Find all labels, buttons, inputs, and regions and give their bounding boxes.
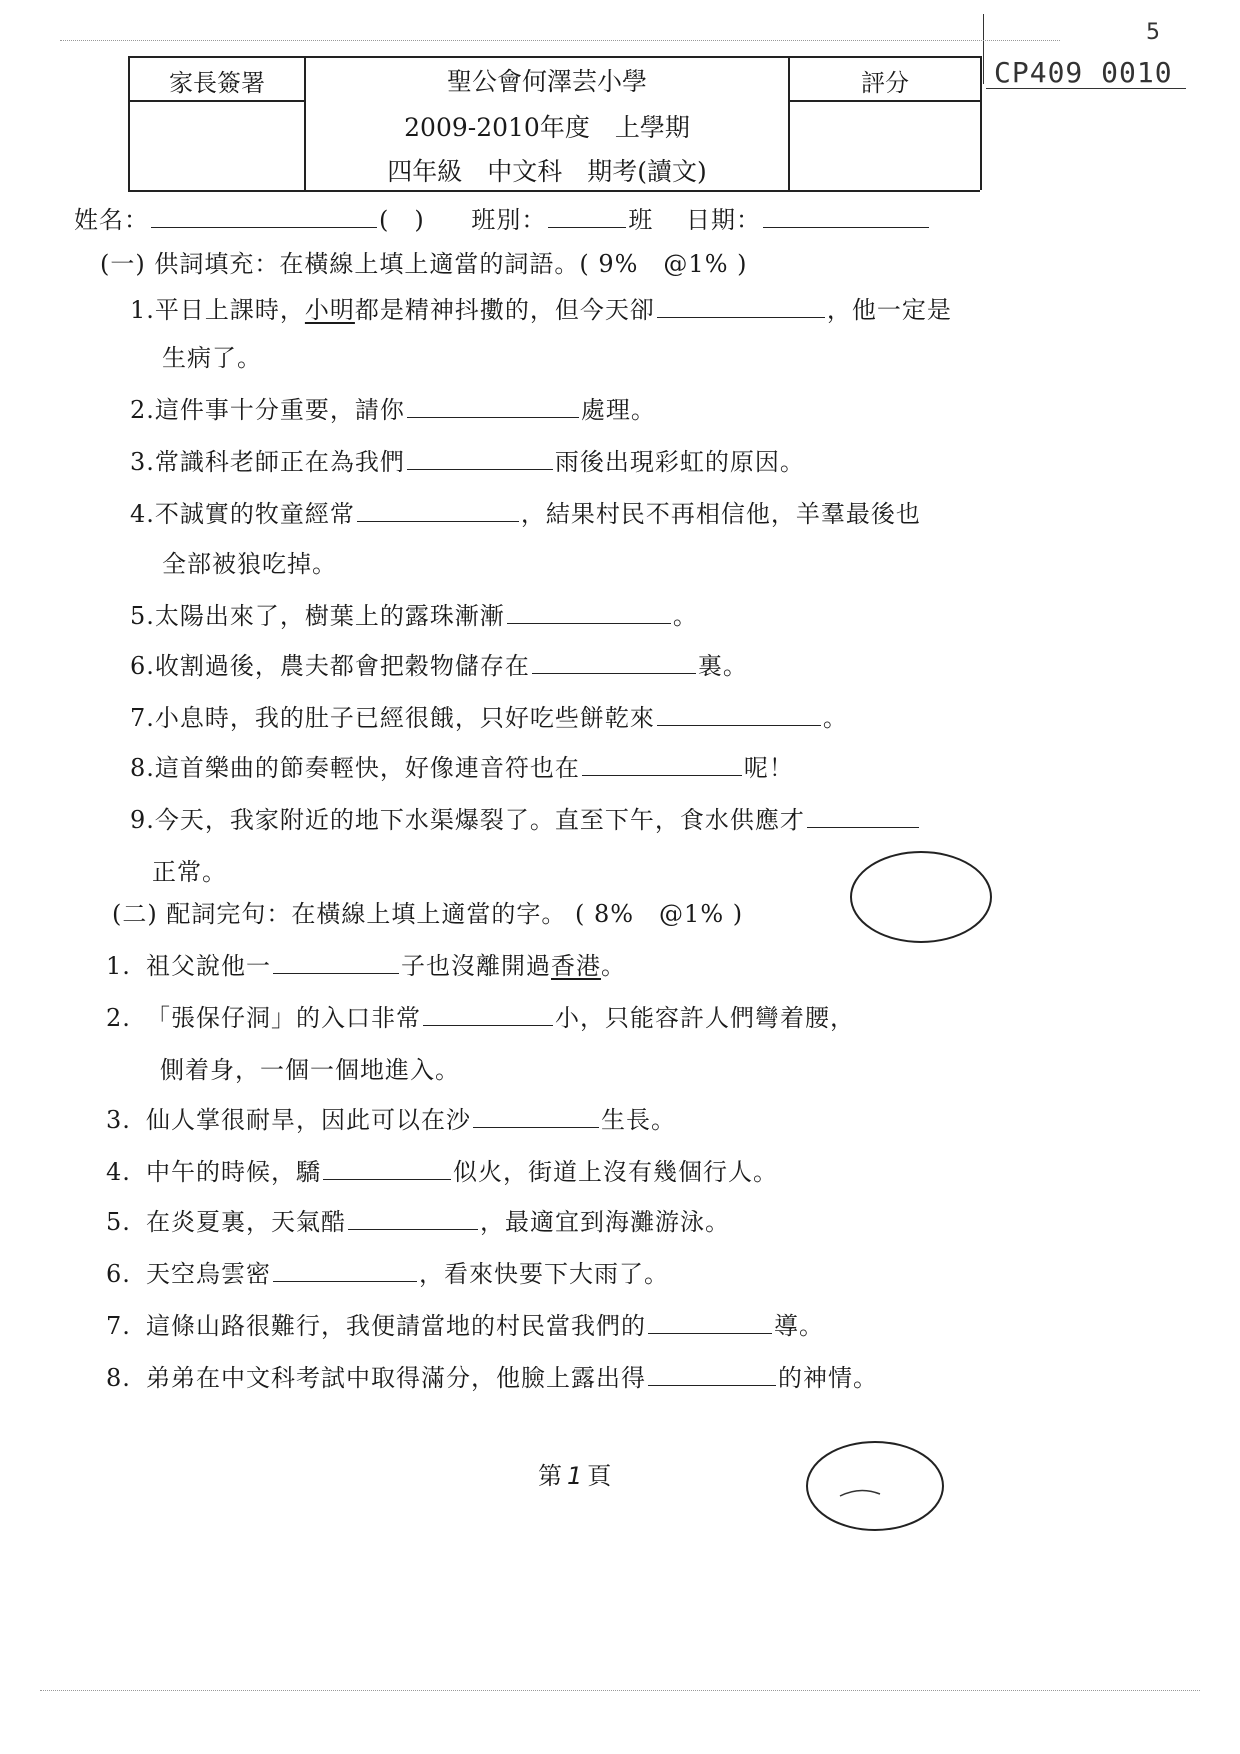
s2-q3: 3. 仙人掌很耐旱，因此可以在沙 生長。 [106, 1106, 676, 1134]
class-field[interactable] [548, 205, 626, 228]
date-field[interactable] [763, 205, 929, 228]
section2-title: (二) 配詞完句：在橫線上填上適當的字。 ( 8% @1% ) [112, 900, 744, 928]
s1-q1: 1.平日上課時，小明都是精神抖擻的，但今天卻 ，他一定是 [130, 296, 952, 324]
s2-q4-blank[interactable] [323, 1157, 451, 1180]
s2-q7-blank[interactable] [648, 1311, 772, 1334]
section1-title: (一) 供詞填充：在橫線上填上適當的詞語。( 9% @1% ) [100, 250, 748, 278]
student-number-paren[interactable]: ( ) [379, 206, 425, 234]
s2-q7: 7. 這條山路很難行，我便請當地的村民當我們的 導。 [106, 1312, 824, 1340]
scan-edge-top [60, 40, 1060, 41]
s1-q1-blank[interactable] [657, 295, 825, 318]
s2-q2-cont: 側着身，一個一個地進入。 [160, 1056, 460, 1084]
exam-title: 四年級 中文科 期考(讀文) [387, 157, 707, 186]
score-label: 評分 [861, 69, 909, 97]
class-label: 班別： [471, 206, 547, 234]
s2-q8-blank[interactable] [648, 1363, 776, 1386]
s1-q6-blank[interactable] [532, 651, 696, 674]
place-hong-kong: 香港 [551, 952, 601, 980]
s1-q8-blank[interactable] [582, 753, 742, 776]
name-xiaoming: 小明 [304, 296, 355, 324]
margin-line [983, 14, 984, 84]
s1-q5-blank[interactable] [507, 601, 671, 624]
class-suffix: 班 [628, 206, 654, 234]
handwritten-code: CP409 0010 [994, 56, 1173, 89]
s2-q3-blank[interactable] [473, 1105, 599, 1128]
s1-q5: 5.太陽出來了，樹葉上的露珠漸漸 。 [130, 602, 698, 630]
s2-q5: 5. 在炎夏裏，天氣酷 ，最適宜到海灘游泳。 [106, 1208, 730, 1236]
s1-q4-blank[interactable] [357, 499, 519, 522]
s1-q4-cont: 全部被狼吃掉。 [162, 550, 337, 578]
s2-q1: 1. 祖父說他一 子也沒離開過香港。 [106, 952, 626, 980]
s1-q8: 8.這首樂曲的節奏輕快，好像連音符也在 呢！ [130, 754, 794, 782]
s1-q9-cont: 正常。 [152, 858, 227, 886]
s2-q1-blank[interactable] [273, 951, 399, 974]
s1-q4: 4.不誠實的牧童經常 ，結果村民不再相信他，羊羣最後也 [130, 500, 921, 528]
s2-q6-blank[interactable] [273, 1259, 417, 1282]
name-field[interactable] [151, 205, 377, 228]
s1-q7: 7.小息時，我的肚子已經很餓，只好吃些餅乾來 。 [130, 704, 848, 732]
page-number: 第 1 頁 [538, 1462, 613, 1490]
school-year: 2009-2010年度 上學期 [404, 113, 690, 142]
s1-q9-blank[interactable] [807, 805, 919, 828]
s2-q4: 4. 中午的時候，驕 似火，街道上沒有幾個行人。 [106, 1158, 778, 1186]
school-name: 聖公會何澤芸小學 [446, 67, 647, 96]
s1-q1-cont: 生病了。 [162, 344, 262, 372]
s2-q2-blank[interactable] [423, 1003, 553, 1026]
parent-signature-label: 家長簽署 [169, 69, 265, 97]
s1-q3: 3.常識科老師正在為我們 雨後出現彩虹的原因。 [130, 448, 805, 476]
s2-q8: 8. 弟弟在中文科考試中取得滿分，他臉上露出得 的神情。 [106, 1364, 878, 1392]
score-oval-2 [800, 1434, 950, 1538]
score-oval-1 [846, 846, 996, 948]
score-box[interactable] [790, 102, 978, 188]
handwritten-underline [986, 88, 1186, 89]
info-line [74, 200, 931, 235]
parent-signature-box[interactable] [130, 102, 302, 188]
handwritten-top-number: 5 [1146, 20, 1160, 45]
s1-q2: 2.這件事十分重要，請你 處理。 [130, 396, 656, 424]
s2-q5-blank[interactable] [348, 1207, 478, 1230]
s1-q7-blank[interactable] [657, 703, 821, 726]
s2-q2: 2. 「張保仔洞」的入口非常 小，只能容許人們彎着腰， [106, 1004, 855, 1032]
s1-q2-blank[interactable] [407, 395, 579, 418]
s1-q6: 6.收割過後，農夫都會把穀物儲存在 裏。 [130, 652, 748, 680]
s1-q3-blank[interactable] [407, 447, 553, 470]
s2-q6: 6. 天空烏雲密 ，看來快要下大雨了。 [106, 1260, 669, 1288]
date-label: 日期： [686, 206, 762, 234]
scan-edge-bottom [40, 1690, 1200, 1691]
name-label: 姓名： [74, 206, 149, 234]
s1-q9: 9.今天，我家附近的地下水渠爆裂了。直至下午，食水供應才 [130, 800, 921, 835]
